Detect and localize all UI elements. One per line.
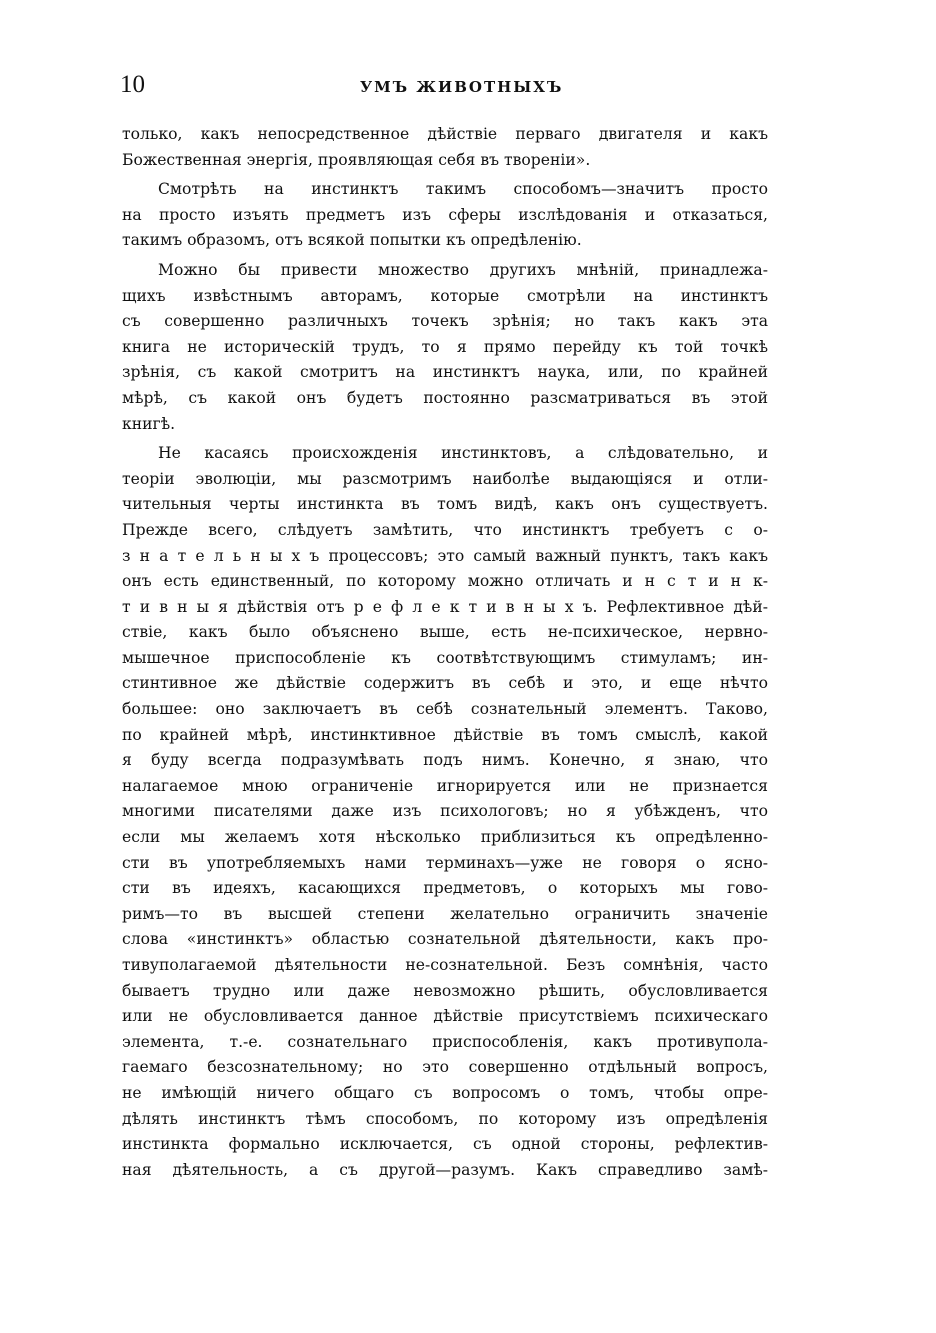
text-line: дѣлять инстинктъ тѣмъ способомъ, по которому изъ опредѣленія [122,1109,768,1128]
text-line: я буду всегда подразумѣвать подъ нимъ. Конечно, я знаю, что [122,751,768,770]
text-line: на просто изъять предметъ изъ сферы изслѣдованія и отказаться, [122,205,768,224]
text-line: бываетъ трудно или даже невозможно рѣшить, обусловливается [122,981,768,1000]
text-line: или не обусловливается данное дѣйствіе присутствіемъ психическаго [122,1007,768,1026]
text-line: щихъ извѣстнымъ авторамъ, которые смотрѣли на инстинктъ [122,286,768,305]
text-line: римъ—то въ высшей степени желательно ограничить значеніе [122,904,768,923]
text-line: книгѣ. [122,414,176,433]
running-title: УМЪ ЖИВОТНЫХЪ [360,78,564,96]
text-line: ствіе, какъ было объяснено выше, есть не-психическое, нервно- [122,623,768,642]
text-line: такимъ образомъ, отъ всякой попытки къ опредѣленію. [122,231,582,250]
page-number: 10 [120,71,145,98]
text-line: стинтивное же дѣйствіе содержитъ въ себѣ и это, и еще нѣчто [122,674,768,693]
text-line: инстинкта формально исключается, съ одной стороны, рефлектив- [122,1135,768,1154]
text-line: тивуполагаемой дѣятельности не-сознательной. Безъ сомнѣнія, часто [122,956,768,974]
body-text [122,122,768,1183]
text-line: теоріи эволюціи, мы разсмотримъ наиболѣе выдающіяся и отли- [122,469,768,488]
text-line: Прежде всего, слѣдуетъ замѣтить, что инстинктъ требуетъ с о- [122,520,768,539]
text-line: мышечное приспособленіе къ соотвѣтствующимъ стимуламъ; ин- [122,648,768,667]
text-line: Не касаясь происхожденія инстинктовъ, а слѣдовательно, и [158,444,768,463]
text-line: Можно бы привести множество другихъ мнѣній, принадлежа- [158,260,768,279]
text-line: Смотрѣть на инстинктъ такимъ способомъ—значитъ просто [158,180,768,199]
text-line: элемента, т.-е. сознательнаго приспособленія, какъ противупола- [122,1032,768,1051]
text-line: налагаемое мною ограниченіе игнорируется или не признается [122,776,768,795]
text-line: многими писателями даже изъ психологовъ; но я убѣжденъ, что [122,802,768,821]
text-line: съ совершенно различныхъ точекъ зрѣнія; но такъ какъ эта [122,312,768,331]
text-line: т и в н ы я дѣйствія отъ р е ф л е к т и в н ы х ъ. Рефлективное дѣй- [122,597,768,616]
text-line: Божественная энергія, проявляющая себя въ твореніи». [122,150,591,169]
text-line: большее: оно заключаетъ въ себѣ сознательный элементъ. Таково, [122,700,768,719]
text-line: слова «инстинктъ» областью сознательной дѣятельности, какъ про- [122,930,768,949]
page-header [120,70,770,100]
text-line: онъ есть единственный, по которому можно отличать и н с т и н к- [122,572,768,591]
text-line: книга не историческій трудъ, то я прямо перейду къ той точкѣ [122,337,768,356]
text-line: з н а т е л ь н ы х ъ процессовъ; это самый важный пунктъ, такъ какъ [122,546,768,565]
text-line: по крайней мѣрѣ, инстинктивное дѣйствіе въ томъ смыслѣ, какой [122,725,768,744]
text-line: чительныя черты инстинкта въ томъ видѣ, какъ онъ существуетъ. [122,495,768,514]
text-line: зрѣнія, съ какой смотритъ на инстинктъ наука, или, по крайней [122,363,768,382]
text-line: сти въ употребляемыхъ нами терминахъ—уже не говоря о ясно- [122,853,768,872]
text-line: не имѣющій ничего общаго съ вопросомъ о томъ, чтобы опре- [122,1083,768,1102]
text-line: сти въ идеяхъ, касающихся предметовъ, о которыхъ мы гово- [122,879,768,898]
text-line: ная дѣятельность, а съ другой—разумъ. Какъ справедливо замѣ- [122,1160,768,1179]
text-line: гаемаго безсознательному; но это совершенно отдѣльный вопросъ, [122,1058,768,1077]
text-line: мѣрѣ, съ какой онъ будетъ постоянно разсматриваться въ этой [122,388,768,407]
text-line: если мы желаемъ хотя нѣсколько приблизиться къ опредѣленно- [122,828,768,847]
text-line: только, какъ непосредственное дѣйствіе перваго двигателя и какъ [122,125,768,143]
